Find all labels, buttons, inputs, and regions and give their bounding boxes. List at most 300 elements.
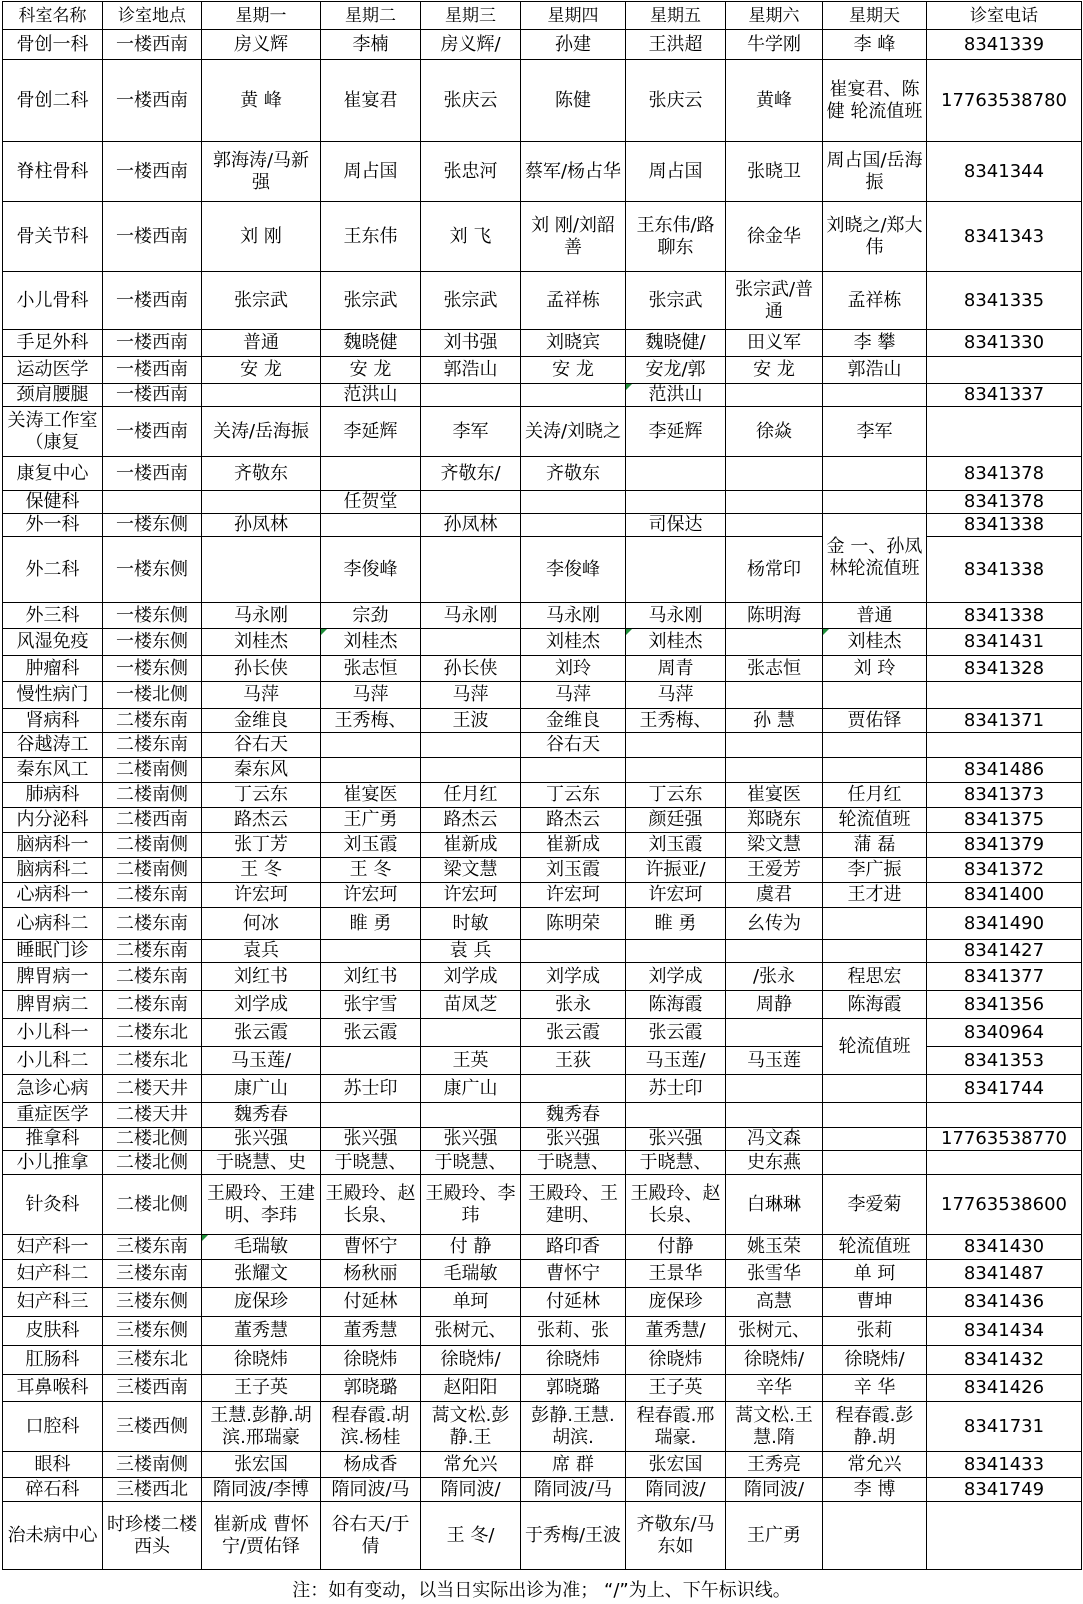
schedule-cell: 李楠 [321, 30, 421, 60]
schedule-cell: 刘 玲 [823, 656, 927, 682]
schedule-cell: 安 龙 [321, 357, 421, 384]
table-row [3, 883, 1082, 908]
schedule-cell: 张兴强 [321, 1128, 421, 1151]
schedule-cell: 8341343 [927, 202, 1082, 272]
department-cell: 小儿骨科 [3, 272, 103, 330]
schedule-cell: 一楼东侧 [103, 629, 202, 656]
schedule-cell: 康广山 [421, 1075, 521, 1103]
department-cell: 心病科一 [3, 883, 103, 908]
schedule-cell: 8341400 [927, 883, 1082, 908]
schedule-cell: 8341731 [927, 1402, 1082, 1452]
schedule-cell: 付延林 [521, 1288, 626, 1317]
schedule-cell: 张宇雪 [321, 991, 421, 1019]
department-cell: 谷越涛工 [3, 733, 103, 758]
schedule-cell [521, 384, 626, 407]
schedule-cell: 周静 [726, 991, 823, 1019]
schedule-cell [421, 758, 521, 783]
schedule-cell: 安 龙 [202, 357, 321, 384]
schedule-cell: 8341749 [927, 1478, 1082, 1502]
schedule-cell: 马萍 [626, 682, 726, 709]
schedule-cell: 梁文慧 [726, 833, 823, 858]
schedule-cell: 李延辉 [626, 407, 726, 457]
table-row [3, 908, 1082, 940]
schedule-cell: 二楼东南 [103, 940, 202, 963]
schedule-cell: 刘桂杰 [626, 629, 726, 656]
schedule-cell: 8341328 [927, 656, 1082, 682]
department-cell: 针灸科 [3, 1175, 103, 1235]
schedule-cell: 魏晓健 [321, 330, 421, 357]
schedule-cell: 蔡军/杨占华 [521, 142, 626, 202]
schedule-cell: 丁云东 [521, 783, 626, 808]
schedule-cell: 三楼西侧 [103, 1402, 202, 1452]
table-row [3, 30, 1082, 60]
schedule-cell: 一楼北侧 [103, 682, 202, 709]
schedule-cell: 轮流值班 [823, 1235, 927, 1260]
schedule-cell [726, 514, 823, 537]
schedule-cell: 隋同波/李博 [202, 1478, 321, 1502]
schedule-cell: 白琳琳 [726, 1175, 823, 1235]
schedule-cell: 王殿玲、赵长泉、 [321, 1175, 421, 1235]
table-row [3, 60, 1082, 142]
schedule-page [2, 1, 1081, 1603]
schedule-cell: 房义辉/ [421, 30, 521, 60]
schedule-cell: 程春霞.彭静.胡 [823, 1402, 927, 1452]
schedule-cell: 一楼东侧 [103, 656, 202, 682]
schedule-cell: 三楼东北 [103, 1346, 202, 1375]
schedule-cell: 张丁芳 [202, 833, 321, 858]
schedule-cell [103, 491, 202, 514]
schedule-cell: 崔宴医 [726, 783, 823, 808]
schedule-cell: 三楼东侧 [103, 1288, 202, 1317]
department-cell: 急诊心病 [3, 1075, 103, 1103]
schedule-cell: 齐敬东 [202, 457, 321, 491]
schedule-cell: 路杰云 [521, 808, 626, 833]
schedule-cell: 单珂 [421, 1288, 521, 1317]
header-cell: 诊室地点 [103, 2, 202, 30]
schedule-cell: 于晓慧、 [321, 1151, 421, 1175]
schedule-cell: 史东燕 [726, 1151, 823, 1175]
schedule-cell: /张永 [726, 963, 823, 991]
schedule-cell: 普通 [202, 330, 321, 357]
schedule-cell: 王秀亮 [726, 1452, 823, 1478]
schedule-cell: 一楼西南 [103, 384, 202, 407]
schedule-cell: 康广山 [202, 1075, 321, 1103]
schedule-cell: 马玉莲 [726, 1047, 823, 1075]
schedule-cell [823, 682, 927, 709]
schedule-cell: 二楼西南 [103, 808, 202, 833]
schedule-cell: 张云霞 [202, 1019, 321, 1047]
schedule-cell: 金 一、孙凤林轮流值班 [823, 514, 927, 603]
schedule-cell [927, 1151, 1082, 1175]
schedule-cell: 孙建 [521, 30, 626, 60]
schedule-cell [521, 758, 626, 783]
schedule-cell: 轮流值班 [823, 1019, 927, 1075]
schedule-cell: 二楼南侧 [103, 783, 202, 808]
table-row [3, 1103, 1082, 1128]
schedule-cell: 一楼东侧 [103, 603, 202, 629]
table-row [3, 1175, 1082, 1235]
schedule-cell: 付静 [626, 1235, 726, 1260]
schedule-cell: 三楼东南 [103, 1260, 202, 1288]
table-row [3, 491, 1082, 514]
schedule-cell [823, 1103, 927, 1128]
schedule-cell: 8341487 [927, 1260, 1082, 1288]
schedule-cell: 徐晓炜 [321, 1346, 421, 1375]
schedule-cell: 李军 [823, 407, 927, 457]
schedule-cell: 孙凤林 [202, 514, 321, 537]
department-cell: 脾胃病一 [3, 963, 103, 991]
schedule-cell: 许宏珂 [202, 883, 321, 908]
department-cell: 小儿科二 [3, 1047, 103, 1075]
schedule-cell: 张兴强 [202, 1128, 321, 1151]
schedule-cell: 8341337 [927, 384, 1082, 407]
schedule-cell: 二楼天井 [103, 1075, 202, 1103]
schedule-cell [321, 1047, 421, 1075]
department-cell: 碎石科 [3, 1478, 103, 1502]
schedule-cell: 郭海涛/马新强 [202, 142, 321, 202]
schedule-cell: 孙长侠 [202, 656, 321, 682]
header-cell: 科室名称 [3, 2, 103, 30]
schedule-cell: 李俊峰 [321, 537, 421, 603]
schedule-cell: 8341434 [927, 1317, 1082, 1346]
schedule-cell: 隋同波/马 [521, 1478, 626, 1502]
department-cell: 皮肤科 [3, 1317, 103, 1346]
schedule-cell: 徐焱 [726, 407, 823, 457]
schedule-cell [421, 629, 521, 656]
schedule-cell: 马永刚 [521, 603, 626, 629]
schedule-cell: 刘晓之/郑大伟 [823, 202, 927, 272]
schedule-cell: 二楼东北 [103, 1019, 202, 1047]
department-cell: 外三科 [3, 603, 103, 629]
schedule-cell [927, 357, 1082, 384]
schedule-cell: 17763538770 [927, 1128, 1082, 1151]
schedule-body [3, 2, 1082, 1570]
schedule-cell: 崔宴君 [321, 60, 421, 142]
schedule-cell: 徐晓炜/ [726, 1346, 823, 1375]
schedule-cell [823, 1502, 927, 1570]
schedule-cell: 张永 [521, 991, 626, 1019]
schedule-cell: 8341431 [927, 629, 1082, 656]
schedule-cell: 8341744 [927, 1075, 1082, 1103]
schedule-cell: 黄 峰 [202, 60, 321, 142]
department-cell: 骨创一科 [3, 30, 103, 60]
schedule-cell: 刘晓宾 [521, 330, 626, 357]
schedule-cell: 于秀梅/王波 [521, 1502, 626, 1570]
schedule-cell: 秦东风 [202, 758, 321, 783]
table-row [3, 1375, 1082, 1402]
schedule-cell: 魏晓健/ [626, 330, 726, 357]
schedule-cell: 8341353 [927, 1047, 1082, 1075]
schedule-cell: 马永刚 [421, 603, 521, 629]
schedule-cell [823, 1075, 927, 1103]
table-row [3, 1502, 1082, 1570]
schedule-cell: 徐晓炜 [626, 1346, 726, 1375]
schedule-cell: 李广振 [823, 858, 927, 883]
schedule-cell: 崔宴医 [321, 783, 421, 808]
schedule-cell: 程春霞.邢瑞豪. [626, 1402, 726, 1452]
schedule-cell: 孙长侠 [421, 656, 521, 682]
schedule-cell: 崔新成 [421, 833, 521, 858]
schedule-cell: 房义辉 [202, 30, 321, 60]
schedule-cell [726, 629, 823, 656]
table-row [3, 1019, 1082, 1047]
schedule-cell: 刘玉霞 [521, 858, 626, 883]
schedule-cell [726, 1075, 823, 1103]
schedule-cell [321, 1103, 421, 1128]
schedule-cell: 刘学成 [521, 963, 626, 991]
schedule-cell: 一楼东侧 [103, 537, 202, 603]
schedule-cell [726, 457, 823, 491]
schedule-cell: 范洪山 [321, 384, 421, 407]
schedule-cell: 齐敬东/马东如 [626, 1502, 726, 1570]
schedule-cell: 庞保珍 [626, 1288, 726, 1317]
schedule-cell: 辛华 [726, 1375, 823, 1402]
schedule-cell: 马萍 [321, 682, 421, 709]
schedule-cell: 张庆云 [421, 60, 521, 142]
schedule-cell: 王荻 [521, 1047, 626, 1075]
schedule-cell [321, 758, 421, 783]
department-cell: 外二科 [3, 537, 103, 603]
schedule-cell: 张莉、张 [521, 1317, 626, 1346]
department-cell: 睡眠门诊 [3, 940, 103, 963]
schedule-cell: 于晓慧、 [421, 1151, 521, 1175]
schedule-cell: 于晓慧、 [626, 1151, 726, 1175]
schedule-cell: 李爱菊 [823, 1175, 927, 1235]
table-row [3, 991, 1082, 1019]
schedule-cell: 刘桂杰 [521, 629, 626, 656]
schedule-cell: 一楼西南 [103, 272, 202, 330]
schedule-cell: 周占国 [626, 142, 726, 202]
schedule-cell: 王广勇 [321, 808, 421, 833]
schedule-cell: 毛瑞敏 [202, 1235, 321, 1260]
schedule-cell: 张兴强 [626, 1128, 726, 1151]
schedule-cell: 王东伟/路聊东 [626, 202, 726, 272]
schedule-cell: 孙凤林 [421, 514, 521, 537]
schedule-cell: 二楼东南 [103, 733, 202, 758]
schedule-cell [626, 1103, 726, 1128]
schedule-cell: 马萍 [521, 682, 626, 709]
schedule-cell: 8341379 [927, 833, 1082, 858]
schedule-cell: 孟祥栋 [521, 272, 626, 330]
table-row [3, 656, 1082, 682]
schedule-cell [202, 537, 321, 603]
schedule-cell [726, 733, 823, 758]
schedule-cell: 徐晓炜 [521, 1346, 626, 1375]
schedule-cell: 马玉莲/ [202, 1047, 321, 1075]
department-cell: 脑病科二 [3, 858, 103, 883]
schedule-cell: 王景华 [626, 1260, 726, 1288]
table-row [3, 1402, 1082, 1452]
schedule-cell [521, 514, 626, 537]
table-row [3, 1151, 1082, 1175]
schedule-cell [823, 1151, 927, 1175]
schedule-cell: 一楼西南 [103, 330, 202, 357]
schedule-cell: 二楼南侧 [103, 758, 202, 783]
schedule-cell: 王殿玲、王建明、李玮 [202, 1175, 321, 1235]
schedule-cell: 田义军 [726, 330, 823, 357]
schedule-cell: 陈海霞 [626, 991, 726, 1019]
schedule-cell: 刘学成 [202, 991, 321, 1019]
schedule-cell: 曹怀宁 [521, 1260, 626, 1288]
table-row [3, 457, 1082, 491]
schedule-cell [823, 908, 927, 940]
schedule-cell: 二楼南侧 [103, 833, 202, 858]
schedule-cell: 马萍 [421, 682, 521, 709]
schedule-cell: 刘桂杰 [202, 629, 321, 656]
schedule-cell: 张宏国 [202, 1452, 321, 1478]
schedule-cell [726, 384, 823, 407]
schedule-cell [626, 537, 726, 603]
schedule-cell [202, 491, 321, 514]
schedule-cell [726, 758, 823, 783]
schedule-cell: 徐晓炜 [202, 1346, 321, 1375]
schedule-cell: 李 博 [823, 1478, 927, 1502]
department-cell: 风湿免疫 [3, 629, 103, 656]
department-cell: 保健科 [3, 491, 103, 514]
schedule-cell: 于晓慧、史 [202, 1151, 321, 1175]
header-cell: 星期二 [321, 2, 421, 30]
schedule-cell [626, 733, 726, 758]
schedule-cell: 常允兴 [823, 1452, 927, 1478]
schedule-cell: 张云霞 [321, 1019, 421, 1047]
schedule-cell: 许宏珂 [321, 883, 421, 908]
schedule-cell: 张兴强 [421, 1128, 521, 1151]
table-row [3, 1317, 1082, 1346]
schedule-cell: 8341373 [927, 783, 1082, 808]
schedule-cell: 崔新成 曹怀宁/贾佑铎 [202, 1502, 321, 1570]
schedule-cell: 辛 华 [823, 1375, 927, 1402]
schedule-cell: 梁文慧 [421, 858, 521, 883]
schedule-cell [823, 384, 927, 407]
department-cell: 慢性病门 [3, 682, 103, 709]
schedule-cell: 二楼南侧 [103, 858, 202, 883]
schedule-cell: 王广勇 [726, 1502, 823, 1570]
schedule-cell: 刘红书 [321, 963, 421, 991]
department-cell: 小儿科一 [3, 1019, 103, 1047]
schedule-cell [823, 491, 927, 514]
department-cell: 重症医学 [3, 1103, 103, 1128]
schedule-cell: 范洪山 [626, 384, 726, 407]
schedule-cell: 三楼东南 [103, 1235, 202, 1260]
schedule-cell: 徐金华 [726, 202, 823, 272]
schedule-cell: 8341335 [927, 272, 1082, 330]
schedule-cell [421, 384, 521, 407]
schedule-cell: 一楼西南 [103, 142, 202, 202]
schedule-cell: 一楼西南 [103, 30, 202, 60]
department-cell: 内分泌科 [3, 808, 103, 833]
schedule-cell: 马永刚 [626, 603, 726, 629]
schedule-cell: 睢 勇 [321, 908, 421, 940]
header-cell: 星期四 [521, 2, 626, 30]
schedule-cell: 虞君 [726, 883, 823, 908]
schedule-cell: 高慧 [726, 1288, 823, 1317]
department-cell: 肛肠科 [3, 1346, 103, 1375]
schedule-cell: 金维良 [202, 709, 321, 733]
schedule-cell: 张云霞 [626, 1019, 726, 1047]
schedule-cell: 付 静 [421, 1235, 521, 1260]
schedule-cell: 董秀慧/ [626, 1317, 726, 1346]
schedule-cell: 徐晓炜/ [823, 1346, 927, 1375]
schedule-cell: 彭静.王慧.胡滨. [521, 1402, 626, 1452]
schedule-cell [726, 1019, 823, 1047]
table-row [3, 514, 1082, 537]
schedule-cell: 张莉 [823, 1317, 927, 1346]
schedule-cell: 刘玉霞 [321, 833, 421, 858]
schedule-cell: 付延林 [321, 1288, 421, 1317]
schedule-cell [421, 733, 521, 758]
schedule-cell: 孟祥栋 [823, 272, 927, 330]
table-row [3, 142, 1082, 202]
department-cell: 脾胃病二 [3, 991, 103, 1019]
schedule-cell [823, 457, 927, 491]
department-cell: 颈肩腰腿 [3, 384, 103, 407]
schedule-cell: 轮流值班 [823, 808, 927, 833]
schedule-cell: 时敏 [421, 908, 521, 940]
schedule-cell [321, 940, 421, 963]
department-cell: 骨创二科 [3, 60, 103, 142]
schedule-cell: 王殿玲、李玮 [421, 1175, 521, 1235]
schedule-cell: 马萍 [202, 682, 321, 709]
schedule-cell: 崔宴君、陈健 轮流值班 [823, 60, 927, 142]
schedule-cell: 郭浩山 [421, 357, 521, 384]
schedule-cell: 8341375 [927, 808, 1082, 833]
schedule-cell: 杨常印 [726, 537, 823, 603]
schedule-cell: 张忠河 [421, 142, 521, 202]
schedule-cell: 庞保珍 [202, 1288, 321, 1317]
schedule-cell [626, 491, 726, 514]
schedule-cell: 二楼东南 [103, 963, 202, 991]
schedule-cell: 张兴强 [521, 1128, 626, 1151]
schedule-cell: 贾佑铎 [823, 709, 927, 733]
schedule-cell: 路杰云 [421, 808, 521, 833]
schedule-cell: 张宗武 [202, 272, 321, 330]
department-cell: 肾病科 [3, 709, 103, 733]
schedule-cell: 8341339 [927, 30, 1082, 60]
schedule-cell: 一楼东侧 [103, 514, 202, 537]
schedule-cell: 张志恒 [321, 656, 421, 682]
schedule-cell: 魏秀春 [202, 1103, 321, 1128]
schedule-cell: 8341372 [927, 858, 1082, 883]
table-row [3, 1478, 1082, 1502]
schedule-cell: 张树元、 [726, 1317, 823, 1346]
schedule-cell: 刘桂杰 [823, 629, 927, 656]
schedule-cell: 三楼南侧 [103, 1452, 202, 1478]
schedule-cell: 郭晓璐 [521, 1375, 626, 1402]
schedule-cell: 8341490 [927, 908, 1082, 940]
schedule-cell: 二楼北侧 [103, 1151, 202, 1175]
schedule-cell: 陈明海 [726, 603, 823, 629]
department-cell: 运动医学 [3, 357, 103, 384]
schedule-cell: 张志恒 [726, 656, 823, 682]
table-row [3, 1260, 1082, 1288]
department-cell: 心病科二 [3, 908, 103, 940]
schedule-cell: 李军 [421, 407, 521, 457]
schedule-cell [726, 491, 823, 514]
schedule-cell [521, 491, 626, 514]
schedule-cell: 丁云东 [202, 783, 321, 808]
schedule-cell: 王 冬 [202, 858, 321, 883]
schedule-cell [927, 733, 1082, 758]
schedule-cell [421, 537, 521, 603]
schedule-cell: 蒲 磊 [823, 833, 927, 858]
department-cell: 关涛工作室（康复 [3, 407, 103, 457]
schedule-cell: 王秀梅、 [321, 709, 421, 733]
schedule-cell: 关涛/岳海振 [202, 407, 321, 457]
schedule-cell: 曹怀宁 [321, 1235, 421, 1260]
department-cell: 小儿推拿 [3, 1151, 103, 1175]
schedule-cell: 路杰云 [202, 808, 321, 833]
schedule-cell: 王殿玲、赵长泉、 [626, 1175, 726, 1235]
